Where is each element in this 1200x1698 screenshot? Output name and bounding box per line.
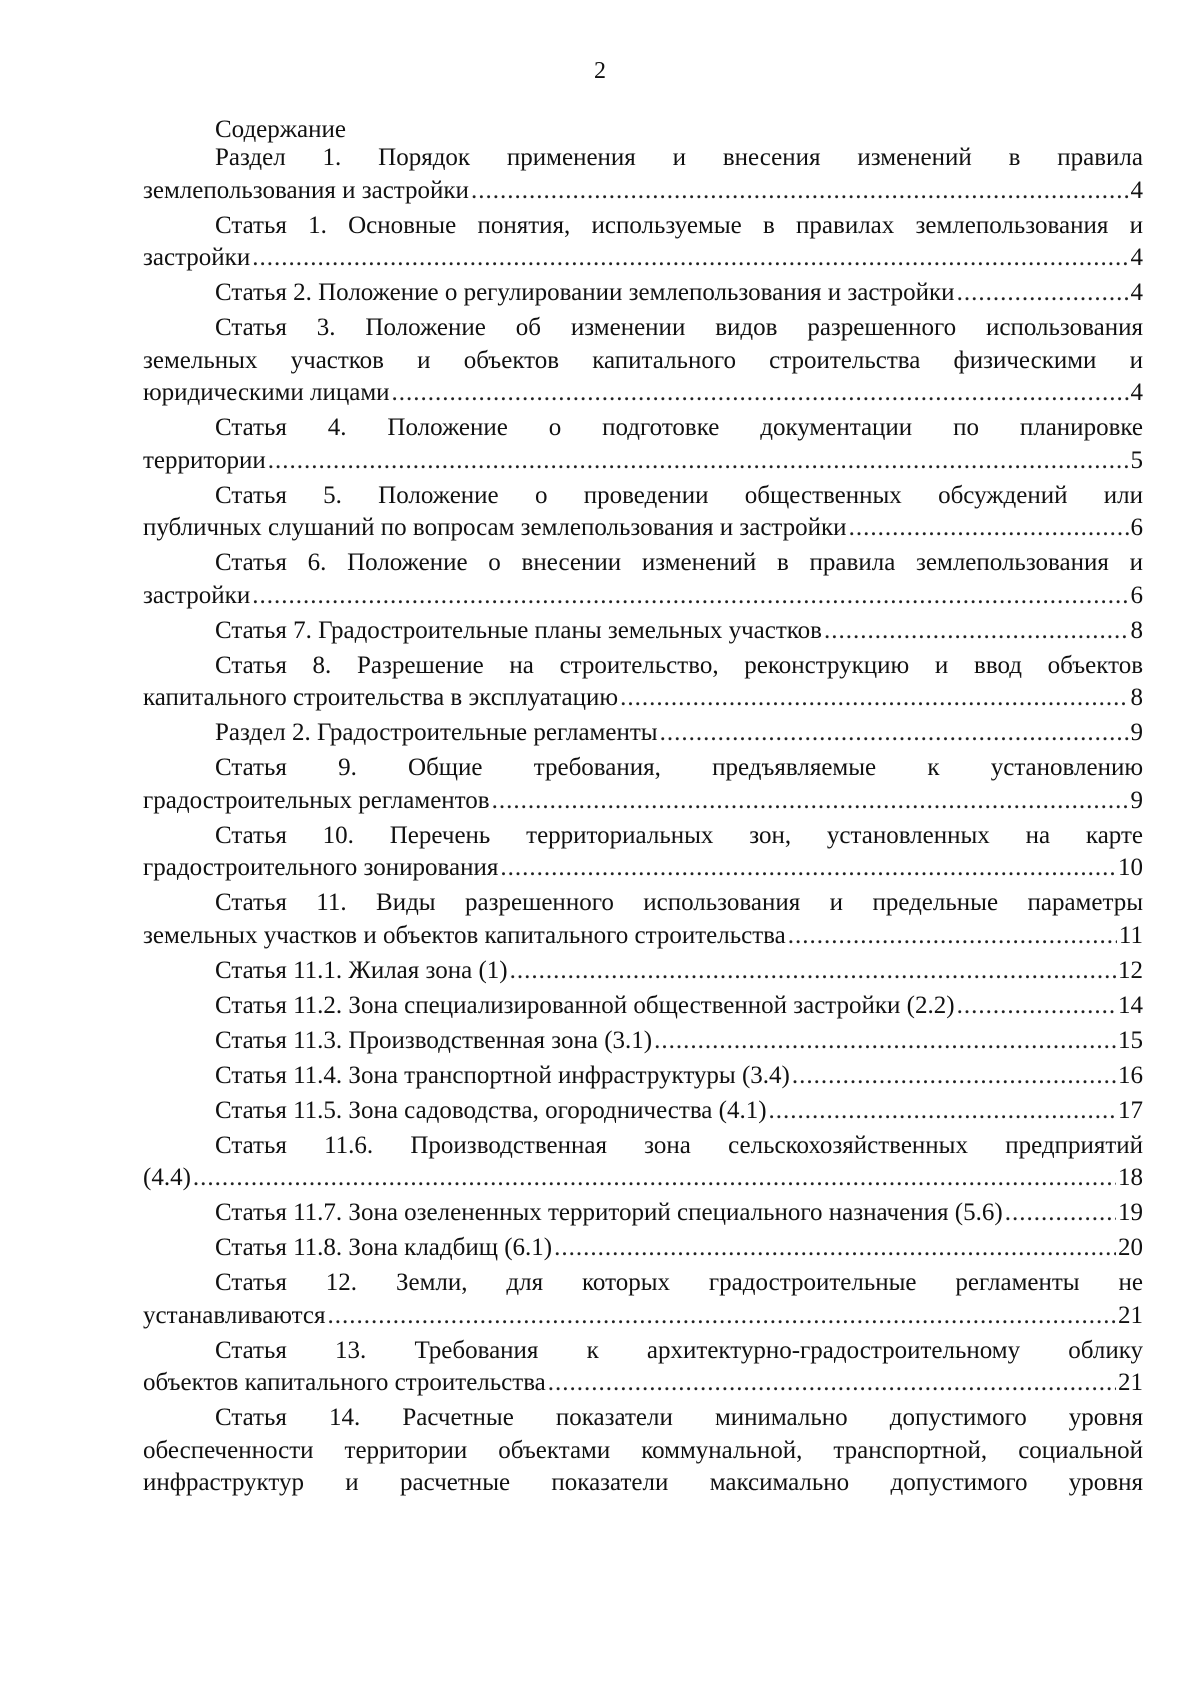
toc-page-number: 17: [1118, 1096, 1143, 1124]
toc-entry-leader-line: [143, 1232, 1143, 1265]
toc-entry-text-line: Статья 13. Требования к архитектурно-градостроительному облику: [215, 1336, 1143, 1364]
toc-entry-text-line: Статья 3. Положение об изменении видов разрешенного использования: [215, 314, 1143, 341]
toc-entry-title: Статья 11.1. Жилая зона (1): [215, 956, 508, 984]
toc-entry-text-line: Статья 14. Расчетные показатели минимально допустимого уровня: [215, 1404, 1143, 1431]
dot-leader: [957, 277, 1129, 310]
dot-leader: [769, 1095, 1116, 1128]
toc-entry-leader-line: [143, 785, 1143, 818]
toc-page-number: 6: [1130, 514, 1143, 541]
toc-entry[interactable]: [143, 277, 1143, 310]
toc-entry-text-line: Статья 9. Общие требования, предъявляемые к установлению: [215, 754, 1143, 781]
toc-entry-text-line: Статья 11.6. Производственная зона сельскохозяйственных предприятий: [215, 1131, 1143, 1159]
toc-entry-text-line: Статья 12. Земли, для которых градостроительные регламенты не: [215, 1269, 1143, 1296]
toc-entry[interactable]: [143, 887, 1143, 952]
toc-entry-leader-line: [143, 990, 1143, 1023]
toc-entry[interactable]: [143, 990, 1143, 1023]
toc-page-number: 6: [1130, 581, 1143, 609]
toc-entry-title: Статья 11.8. Зона кладбищ (6.1): [215, 1234, 553, 1261]
dot-leader: [620, 682, 1128, 715]
toc-heading: Содержание: [215, 116, 346, 143]
toc-entry[interactable]: [143, 1267, 1143, 1332]
toc-entry-leader-line: [143, 1162, 1143, 1195]
toc-entry[interactable]: [143, 547, 1143, 612]
dot-leader: [510, 955, 1116, 988]
toc-entry[interactable]: [143, 312, 1143, 410]
toc-entry-title: Статья 11.2. Зона специализированной общественной застройки (2.2): [215, 991, 955, 1019]
dot-leader: [957, 990, 1116, 1023]
toc-entry[interactable]: [143, 1232, 1143, 1265]
toc-entry-title: Статья 11.4. Зона транспортной инфраструктуры (3.4): [215, 1061, 790, 1089]
toc-entry-leader-line: [143, 682, 1143, 715]
toc-entry[interactable]: [143, 480, 1143, 545]
toc-entry-title: застройки: [143, 581, 251, 609]
dot-leader: [660, 717, 1129, 750]
toc-entry-leader-line: [143, 615, 1143, 648]
dot-leader: [548, 1367, 1116, 1400]
toc-page-number: 10: [1118, 854, 1143, 881]
toc-entry-leader-line: [143, 242, 1143, 275]
toc-entry[interactable]: [143, 650, 1143, 715]
toc-entry-text-line: Статья 6. Положение о внесении изменений в правила землепользования и: [215, 549, 1143, 576]
toc-entry-title: градостроительных регламентов: [143, 786, 490, 814]
toc-entry-text-line: земельных участков и объектов капитального строительства физическими и: [143, 346, 1143, 374]
dot-leader: [471, 175, 1129, 208]
toc-entry-title: Раздел 2. Градостроительные регламенты: [215, 719, 658, 746]
toc-entry-title: застройки: [143, 244, 251, 271]
dot-leader: [492, 785, 1129, 818]
toc-entry-title: землепользования и застройки: [143, 176, 469, 204]
toc-entry-title: градостроительного зонирования: [143, 854, 499, 881]
toc-page-number: 15: [1118, 1026, 1143, 1054]
toc-entry-leader-line: [143, 852, 1143, 885]
toc-page-number: 4: [1130, 279, 1143, 306]
dot-leader: [500, 852, 1116, 885]
dot-leader: [1005, 1197, 1116, 1230]
toc-entry[interactable]: [143, 142, 1143, 207]
dot-leader: [654, 1025, 1116, 1058]
toc-entry-leader-line: [143, 512, 1143, 545]
toc-page-number: 8: [1130, 616, 1143, 644]
toc-entry[interactable]: [143, 412, 1143, 477]
toc-entry-leader-line: [143, 1367, 1143, 1400]
toc-entry-title: Статья 11.7. Зона озелененных территорий специального назначения (5.6): [215, 1199, 1003, 1226]
toc-entry-text-line: Статья 4. Положение о подготовке документации по планировке: [215, 414, 1143, 441]
toc-entry[interactable]: [143, 820, 1143, 885]
toc-page-number: 21: [1118, 1301, 1143, 1329]
toc-page-number: 18: [1118, 1164, 1143, 1191]
toc-entry-title: юридическими лицами: [143, 379, 390, 406]
dot-leader: [788, 920, 1117, 953]
toc-entry[interactable]: [143, 752, 1143, 817]
toc-entry-leader-line: [143, 955, 1143, 988]
dot-leader: [252, 242, 1128, 275]
toc-entry-text-line: Статья 8. Разрешение на строительство, реконструкцию и ввод объектов: [215, 651, 1143, 679]
toc-entry-leader-line: [143, 377, 1143, 410]
toc-entry-text-line: Статья 1. Основные понятия, используемые в правилах землепользования и: [215, 211, 1143, 239]
toc-entry-text-line: инфраструктур и расчетные показатели максимально допустимого уровня: [143, 1469, 1143, 1496]
toc-entry-title: (4.4): [143, 1164, 191, 1191]
toc-entry[interactable]: [143, 1025, 1143, 1058]
toc-page-number: 8: [1130, 684, 1143, 711]
toc-entry-title: Статья 7. Градостроительные планы земельных участков: [215, 616, 822, 644]
toc-entry-leader-line: [143, 920, 1143, 953]
toc-entry[interactable]: [143, 210, 1143, 275]
toc-entry-title: Статья 11.5. Зона садоводства, огородничества (4.1): [215, 1096, 767, 1124]
toc-entry-leader-line: [143, 717, 1143, 750]
table-of-contents: [143, 142, 1143, 1502]
toc-entry[interactable]: [143, 1197, 1143, 1230]
toc-page-number: 9: [1130, 786, 1143, 814]
toc-entry-text-line: Раздел 1. Порядок применения и внесения изменений в правила: [215, 144, 1143, 171]
toc-entry-leader-line: [143, 580, 1143, 613]
toc-entry-leader-line: [143, 277, 1143, 310]
toc-entry-leader-line: [143, 1300, 1143, 1333]
toc-page-number: 9: [1130, 719, 1143, 746]
toc-page-number: 16: [1118, 1061, 1143, 1089]
toc-entry-title: Статья 2. Положение о регулировании землепользования и застройки: [215, 279, 955, 306]
dot-leader: [849, 512, 1129, 545]
toc-entry-text-line: Статья 5. Положение о проведении общественных обсуждений или: [215, 481, 1143, 509]
toc-entry-leader-line: [143, 175, 1143, 208]
toc-page-number: 5: [1130, 446, 1143, 474]
toc-entry-title: устанавливаются: [143, 1301, 326, 1329]
toc-entry-title: территории: [143, 446, 266, 474]
toc-page-number: 4: [1130, 176, 1143, 204]
toc-page-number: 19: [1118, 1199, 1143, 1226]
toc-entry-text-line: обеспеченности территории объектами коммунальной, транспортной, социальной: [143, 1436, 1143, 1464]
dot-leader: [792, 1060, 1116, 1093]
toc-entry-text-line: Статья 10. Перечень территориальных зон, установленных на карте: [215, 821, 1143, 849]
toc-page-number: 4: [1130, 379, 1143, 406]
toc-entry[interactable]: [143, 1335, 1143, 1400]
toc-entry[interactable]: [143, 615, 1143, 648]
toc-entry-title: земельных участков и объектов капитального строительства: [143, 921, 786, 949]
toc-entry-leader-line: [143, 1197, 1143, 1230]
toc-page-number: 21: [1118, 1369, 1143, 1396]
toc-entry-title: капитального строительства в эксплуатацию: [143, 684, 619, 711]
toc-entry[interactable]: [143, 717, 1143, 750]
dot-leader: [392, 377, 1129, 410]
toc-entry-text-line: Статья 11. Виды разрешенного использования и предельные параметры: [215, 889, 1143, 916]
toc-entry-leader-line: [143, 1060, 1143, 1093]
dot-leader: [327, 1300, 1116, 1333]
toc-entry-title: объектов капитального строительства: [143, 1369, 546, 1396]
dot-leader: [554, 1232, 1116, 1265]
toc-page-number: 11: [1118, 921, 1143, 949]
toc-entry-leader-line: [143, 1095, 1143, 1128]
toc-entry-leader-line: [143, 1025, 1143, 1058]
toc-entry-leader-line: [143, 445, 1143, 478]
dot-leader: [824, 615, 1129, 648]
toc-page-number: 14: [1118, 991, 1143, 1019]
page-number: 2: [594, 58, 606, 84]
toc-entry[interactable]: [143, 1095, 1143, 1128]
toc-entry[interactable]: [143, 955, 1143, 988]
dot-leader: [252, 580, 1128, 613]
toc-entry-title: Статья 11.3. Производственная зона (3.1): [215, 1026, 653, 1054]
dot-leader: [268, 445, 1129, 478]
toc-entry[interactable]: [143, 1060, 1143, 1093]
toc-entry-title: публичных слушаний по вопросам землепользования и застройки: [143, 514, 847, 541]
toc-page-number: 12: [1118, 956, 1143, 984]
toc-page-number: 4: [1130, 244, 1143, 271]
toc-page-number: 20: [1118, 1234, 1143, 1261]
toc-entry[interactable]: [143, 1130, 1143, 1195]
toc-entry[interactable]: [143, 1402, 1143, 1500]
dot-leader: [193, 1162, 1116, 1195]
